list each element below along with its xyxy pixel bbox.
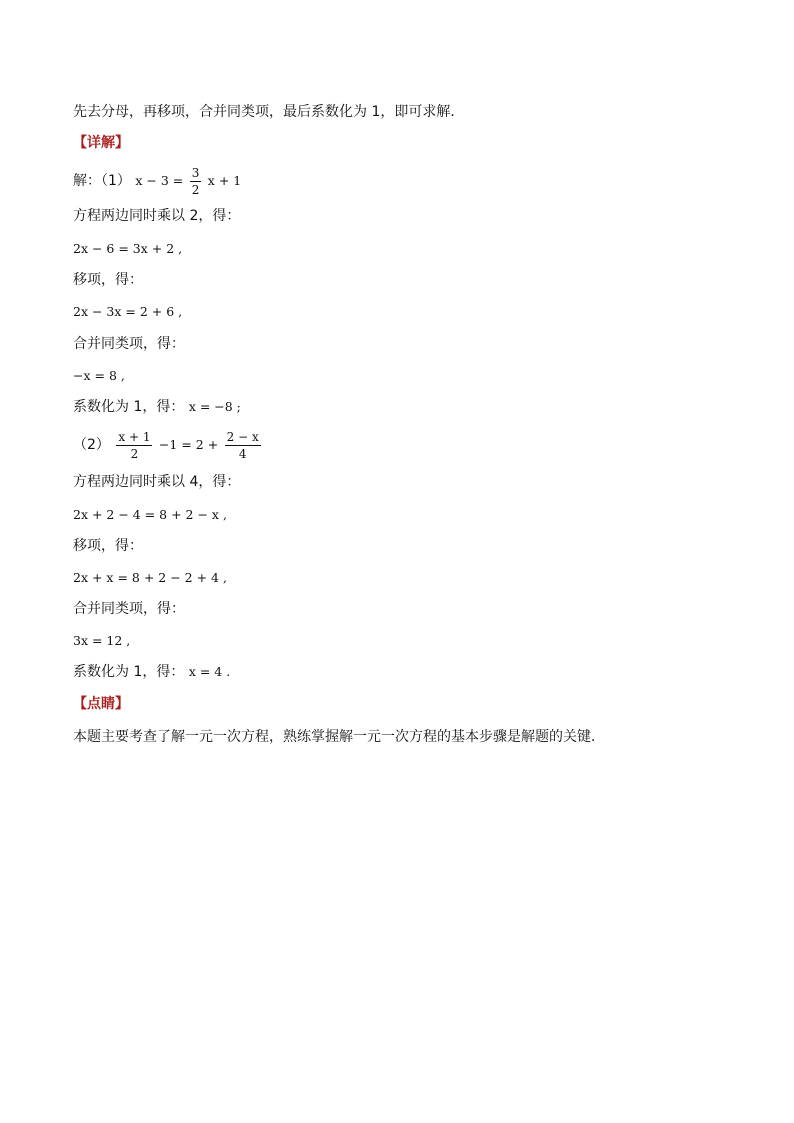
step2d-label: 系数化为 1，得： bbox=[73, 664, 185, 680]
step2a-label: 方程两边同时乘以 4，得： bbox=[73, 474, 241, 490]
solution-label: 解：（1） bbox=[73, 173, 131, 189]
eq2-fraction-2 bbox=[225, 430, 261, 461]
intro-text: 先去分母，再移项，合并同类项，最后系数化为 1，即可求解． bbox=[73, 104, 465, 120]
step2c-equation: 3x = 12 , bbox=[73, 633, 131, 648]
step1b-equation: 2x − 3x = 2 + 6 , bbox=[73, 304, 183, 319]
heading-comment: 【点睛】 bbox=[73, 696, 129, 712]
step2b-label: 移项，得： bbox=[73, 538, 143, 554]
step1d-equation: x = −8 ; bbox=[188, 399, 241, 414]
summary-text: 本题主要考查了解一元一次方程，熟练掌握解一元一次方程的基本步骤是解题的关键． bbox=[73, 729, 605, 745]
eq2-frac2-denominator: 4 bbox=[238, 446, 247, 461]
eq1-right: x + 1 bbox=[207, 173, 242, 188]
eq1-frac-numerator: 3 bbox=[191, 165, 200, 180]
step2b-equation: 2x + x = 8 + 2 − 2 + 4 , bbox=[73, 570, 227, 585]
solution-part1-equation bbox=[73, 164, 241, 198]
step1a-label: 方程两边同时乘以 2，得： bbox=[73, 208, 241, 224]
step1b-label: 移项，得： bbox=[73, 272, 143, 288]
solution-part2-equation bbox=[73, 427, 263, 463]
step1d-label: 系数化为 1，得： bbox=[73, 399, 185, 415]
part2-label: （2） bbox=[73, 437, 110, 453]
eq2-frac1-denominator: 2 bbox=[130, 446, 139, 461]
eq1-frac-denominator: 2 bbox=[191, 182, 200, 197]
heading-detail: 【详解】 bbox=[73, 135, 129, 151]
step1d-line bbox=[73, 397, 241, 417]
step2d-line bbox=[73, 662, 230, 682]
eq2-middle: −1 = 2 + bbox=[158, 437, 219, 452]
eq2-frac2-numerator: 2 − x bbox=[226, 429, 259, 444]
eq2-frac1-numerator: x + 1 bbox=[118, 429, 151, 444]
eq1-left: x − 3 = bbox=[135, 173, 184, 188]
step1c-equation: −x = 8 , bbox=[73, 368, 125, 383]
eq1-fraction bbox=[190, 166, 202, 197]
step2d-equation: x = 4 . bbox=[188, 664, 231, 679]
step2a-equation: 2x + 2 − 4 = 8 + 2 − x , bbox=[73, 507, 227, 522]
step1a-equation: 2x − 6 = 3x + 2 , bbox=[73, 241, 183, 256]
step1c-label: 合并同类项，得： bbox=[73, 336, 185, 352]
eq2-fraction-1 bbox=[116, 430, 152, 461]
step2c-label: 合并同类项，得： bbox=[73, 601, 185, 617]
